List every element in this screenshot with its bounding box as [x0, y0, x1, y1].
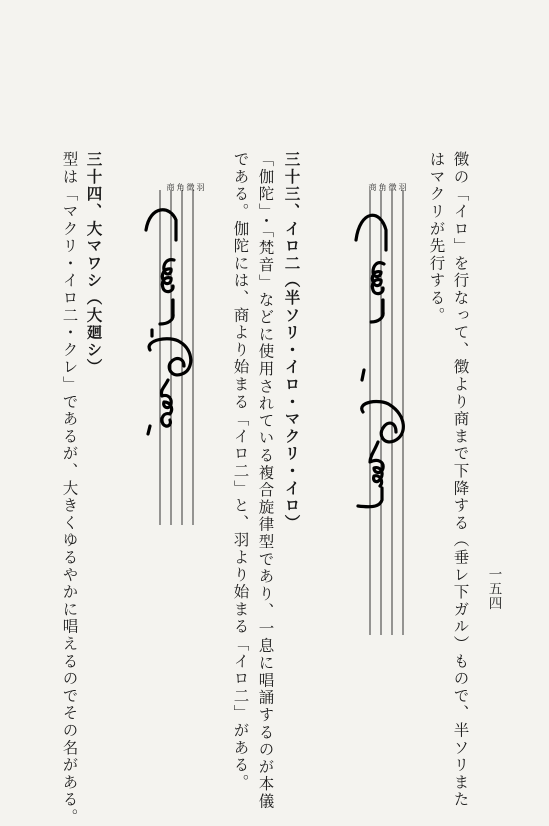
pitch-label: 徴 — [186, 183, 195, 191]
neume-staff — [130, 190, 210, 530]
melodic-curve — [146, 210, 191, 434]
melodic-curve — [356, 215, 403, 507]
pitch-label: 徴 — [388, 183, 397, 191]
neume-staff — [340, 190, 420, 640]
pitch-label: 商 — [166, 183, 175, 191]
section-heading: 三十四、大マワシ（大廻シ） — [84, 151, 104, 376]
pitch-label: 角 — [176, 183, 185, 191]
body-text-line: 「伽陀」・「梵音」などに使用されている複合旋律型であり、一息に唱誦するのが本儀 — [256, 151, 275, 811]
pitch-label: 商 — [368, 183, 377, 191]
body-text-line: 型は「マクリ・イロ二・クレ」であるが、大きくゆるやかに唱えるのでその名がある。 — [60, 151, 79, 826]
body-text-line: である。伽陀には、商より始まる「イロ二」と、羽より始まる「イロ二」がある。 — [231, 151, 250, 792]
pitch-label: 角 — [378, 183, 387, 191]
body-text-line: はマクリが先行する。 — [427, 151, 446, 324]
pitch-label: 羽 — [398, 183, 407, 191]
page-number: 一五四 — [485, 567, 502, 611]
section-heading: 三十三、イロ二（半ソリ・イロ・マクリ・イロ） — [282, 151, 302, 532]
pitch-label: 羽 — [196, 183, 205, 191]
body-text-line: 徴の「イロ」を行なって、徴より商まで下降する（垂レ下ガル）もので、半ソリまた — [451, 151, 470, 809]
